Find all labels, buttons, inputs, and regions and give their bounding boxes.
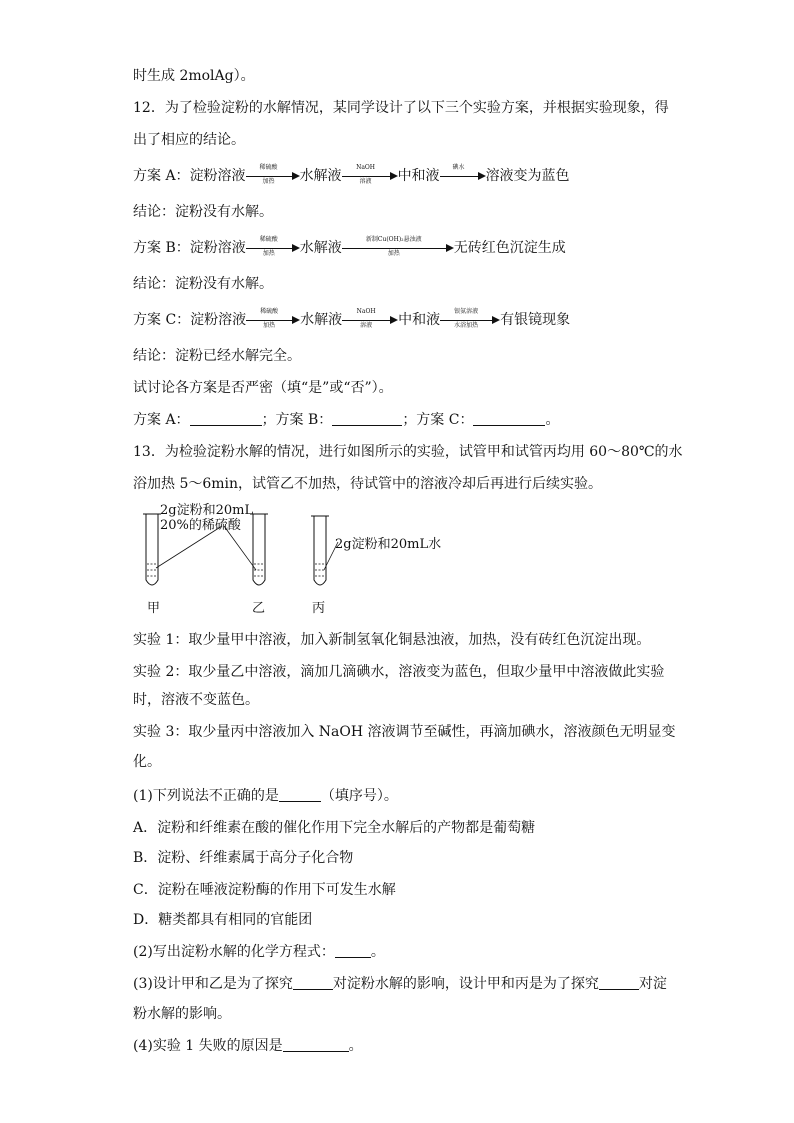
conclusion-a: 结论：淀粉没有水解。 bbox=[133, 204, 273, 220]
arrow-condition: 银氨溶液 bbox=[454, 308, 479, 315]
reaction-arrow bbox=[246, 238, 300, 258]
text-line: 化。 bbox=[133, 754, 161, 770]
option-b: B．淀粉、纤维素属于高分子化合物 bbox=[133, 850, 354, 866]
arrow-condition: 溶液 bbox=[360, 322, 373, 329]
arrow-condition: 加热 bbox=[262, 178, 275, 185]
arrow-condition: 加热 bbox=[263, 322, 276, 329]
step-text: 溶液变为蓝色 bbox=[485, 168, 570, 184]
sub-question-text: (1)下列说法不正确的是 bbox=[133, 788, 279, 804]
sub-question-1 bbox=[133, 786, 398, 806]
reaction-arrow bbox=[342, 238, 454, 258]
sub-question-2 bbox=[133, 942, 385, 962]
sub-question-text: (3)设计甲和乙是为了探究 bbox=[133, 976, 293, 992]
experiment-3: 实验 3：取少量丙中溶液加入 NaOH 溶液调节至碱性，再滴加碘水，溶液颜色无明显变 bbox=[133, 724, 676, 740]
text-line: 浴加热 5～6min，试管乙不加热，待试管中的溶液冷却后再进行后续实验。 bbox=[133, 476, 603, 492]
reaction-arrow bbox=[246, 310, 300, 330]
answer-line bbox=[133, 410, 559, 430]
arrow-condition: NaOH bbox=[356, 164, 376, 171]
step-text: 有银镜现象 bbox=[500, 312, 571, 328]
option-c: C．淀粉在唾液淀粉酶的作用下可发生水解 bbox=[133, 882, 396, 898]
sub-question-text: (2)写出淀粉水解的化学方程式： bbox=[133, 944, 335, 960]
reaction-arrow bbox=[342, 310, 398, 330]
arrow-condition: 稀硫酸 bbox=[259, 236, 278, 243]
step-text: 淀粉溶液 bbox=[190, 312, 247, 328]
sub-question-text: 。 bbox=[348, 1038, 363, 1054]
conclusion-c: 结论：淀粉已经水解完全。 bbox=[133, 348, 301, 364]
sub-question-text: 对淀粉水解的影响，设计甲和丙是为了探究 bbox=[332, 976, 599, 992]
answer-blank-c[interactable] bbox=[473, 411, 545, 426]
arrow-condition: 溶液 bbox=[359, 178, 372, 185]
step-text: 水解液 bbox=[299, 168, 342, 184]
label-bing-reagent: 2g淀粉和20mL水 bbox=[335, 537, 442, 552]
arrow-condition: 加热 bbox=[262, 250, 275, 257]
answer-label: ；方案 C： bbox=[402, 412, 474, 428]
sub-question-text: （填序号）。 bbox=[320, 788, 398, 804]
answer-blank-1[interactable] bbox=[279, 787, 321, 802]
scheme-label: 方案 A： bbox=[133, 168, 190, 184]
answer-label: ；方案 B： bbox=[261, 412, 333, 428]
arrow-condition: 新制Cu(OH)₂悬浊液 bbox=[365, 236, 422, 243]
sub-question-4 bbox=[133, 1036, 363, 1056]
experiment-2: 实验 2：取少量乙中溶液，滴加几滴碘水，溶液变为蓝色，但取少量甲中溶液做此实验 bbox=[133, 664, 665, 680]
label-jia-reagent: 2g淀粉和20mL bbox=[160, 503, 254, 518]
tube-label-jia: 甲 bbox=[147, 601, 161, 616]
tube-label-yi: 乙 bbox=[252, 601, 266, 616]
experiment-1: 实验 1：取少量甲中溶液，加入新制氢氧化铜悬浊液，加热，没有砖红色沉淀出现。 bbox=[133, 632, 651, 648]
answer-label: 方案 A： bbox=[133, 412, 190, 428]
arrow-condition: 水浴加热 bbox=[454, 322, 479, 329]
sub-question-text: 对淀 bbox=[638, 976, 667, 992]
sub-question-3 bbox=[133, 974, 667, 994]
arrow-condition: NaOH bbox=[356, 308, 376, 315]
step-text: 中和液 bbox=[398, 312, 441, 328]
answer-label: 。 bbox=[545, 412, 560, 428]
text-line: 粉水解的影响。 bbox=[133, 1006, 231, 1022]
reaction-arrow bbox=[246, 166, 300, 186]
step-text: 水解液 bbox=[299, 240, 342, 256]
sub-question-text: (4)实验 1 失败的原因是 bbox=[133, 1038, 283, 1054]
test-tube-figure bbox=[130, 500, 460, 620]
scheme-label: 方案 B： bbox=[133, 240, 190, 256]
reaction-arrow bbox=[440, 166, 486, 186]
reaction-arrow bbox=[342, 166, 398, 186]
answer-blank-3b[interactable] bbox=[599, 975, 639, 990]
discuss-prompt: 试讨论各方案是否严密（填“是”或“否”）。 bbox=[133, 380, 393, 396]
scheme-c bbox=[133, 310, 570, 330]
answer-blank-3a[interactable] bbox=[293, 975, 333, 990]
step-text: 水解液 bbox=[300, 312, 343, 328]
answer-blank-2[interactable] bbox=[335, 943, 371, 958]
text-line: 出了相应的结论。 bbox=[133, 132, 245, 148]
test-tube-bing bbox=[311, 516, 329, 585]
answer-blank-a[interactable] bbox=[190, 411, 262, 426]
text-line: 时，溶液不变蓝色。 bbox=[133, 692, 259, 708]
test-tube-jia bbox=[143, 514, 161, 585]
step-text: 淀粉溶液 bbox=[189, 240, 246, 256]
question-12-text: 12．为了检验淀粉的水解情况，某同学设计了以下三个实验方案，并根据实验现象，得 bbox=[133, 100, 669, 116]
arrow-condition: 碘水 bbox=[452, 164, 465, 171]
option-a: A．淀粉和纤维素在酸的催化作用下完全水解后的产物都是葡萄糖 bbox=[133, 820, 536, 836]
arrow-condition: 稀硫酸 bbox=[259, 164, 278, 171]
label-jia-reagent: 20%的稀硫酸 bbox=[160, 518, 241, 533]
question-13-text: 13．为检验淀粉水解的情况，进行如图所示的实验，试管甲和试管丙均用 60～80℃的水 bbox=[133, 444, 683, 460]
test-tube-yi bbox=[250, 514, 268, 585]
answer-blank-4[interactable] bbox=[283, 1037, 349, 1052]
scheme-label: 方案 C： bbox=[133, 312, 191, 328]
step-text: 无砖红色沉淀生成 bbox=[453, 240, 566, 256]
step-text: 中和液 bbox=[397, 168, 440, 184]
text-line: 时生成 2molAg）。 bbox=[133, 68, 255, 84]
option-d: D．糖类都具有相同的官能团 bbox=[133, 912, 313, 928]
reaction-arrow bbox=[440, 310, 500, 330]
conclusion-b: 结论：淀粉没有水解。 bbox=[133, 276, 273, 292]
step-text: 淀粉溶液 bbox=[189, 168, 246, 184]
arrow-condition: 稀硫酸 bbox=[260, 308, 279, 315]
scheme-b bbox=[133, 238, 566, 258]
scheme-a bbox=[133, 166, 570, 186]
arrow-condition: 加热 bbox=[387, 250, 400, 257]
tube-label-bing: 丙 bbox=[312, 601, 326, 616]
answer-blank-b[interactable] bbox=[332, 411, 402, 426]
sub-question-text: 。 bbox=[370, 944, 385, 960]
